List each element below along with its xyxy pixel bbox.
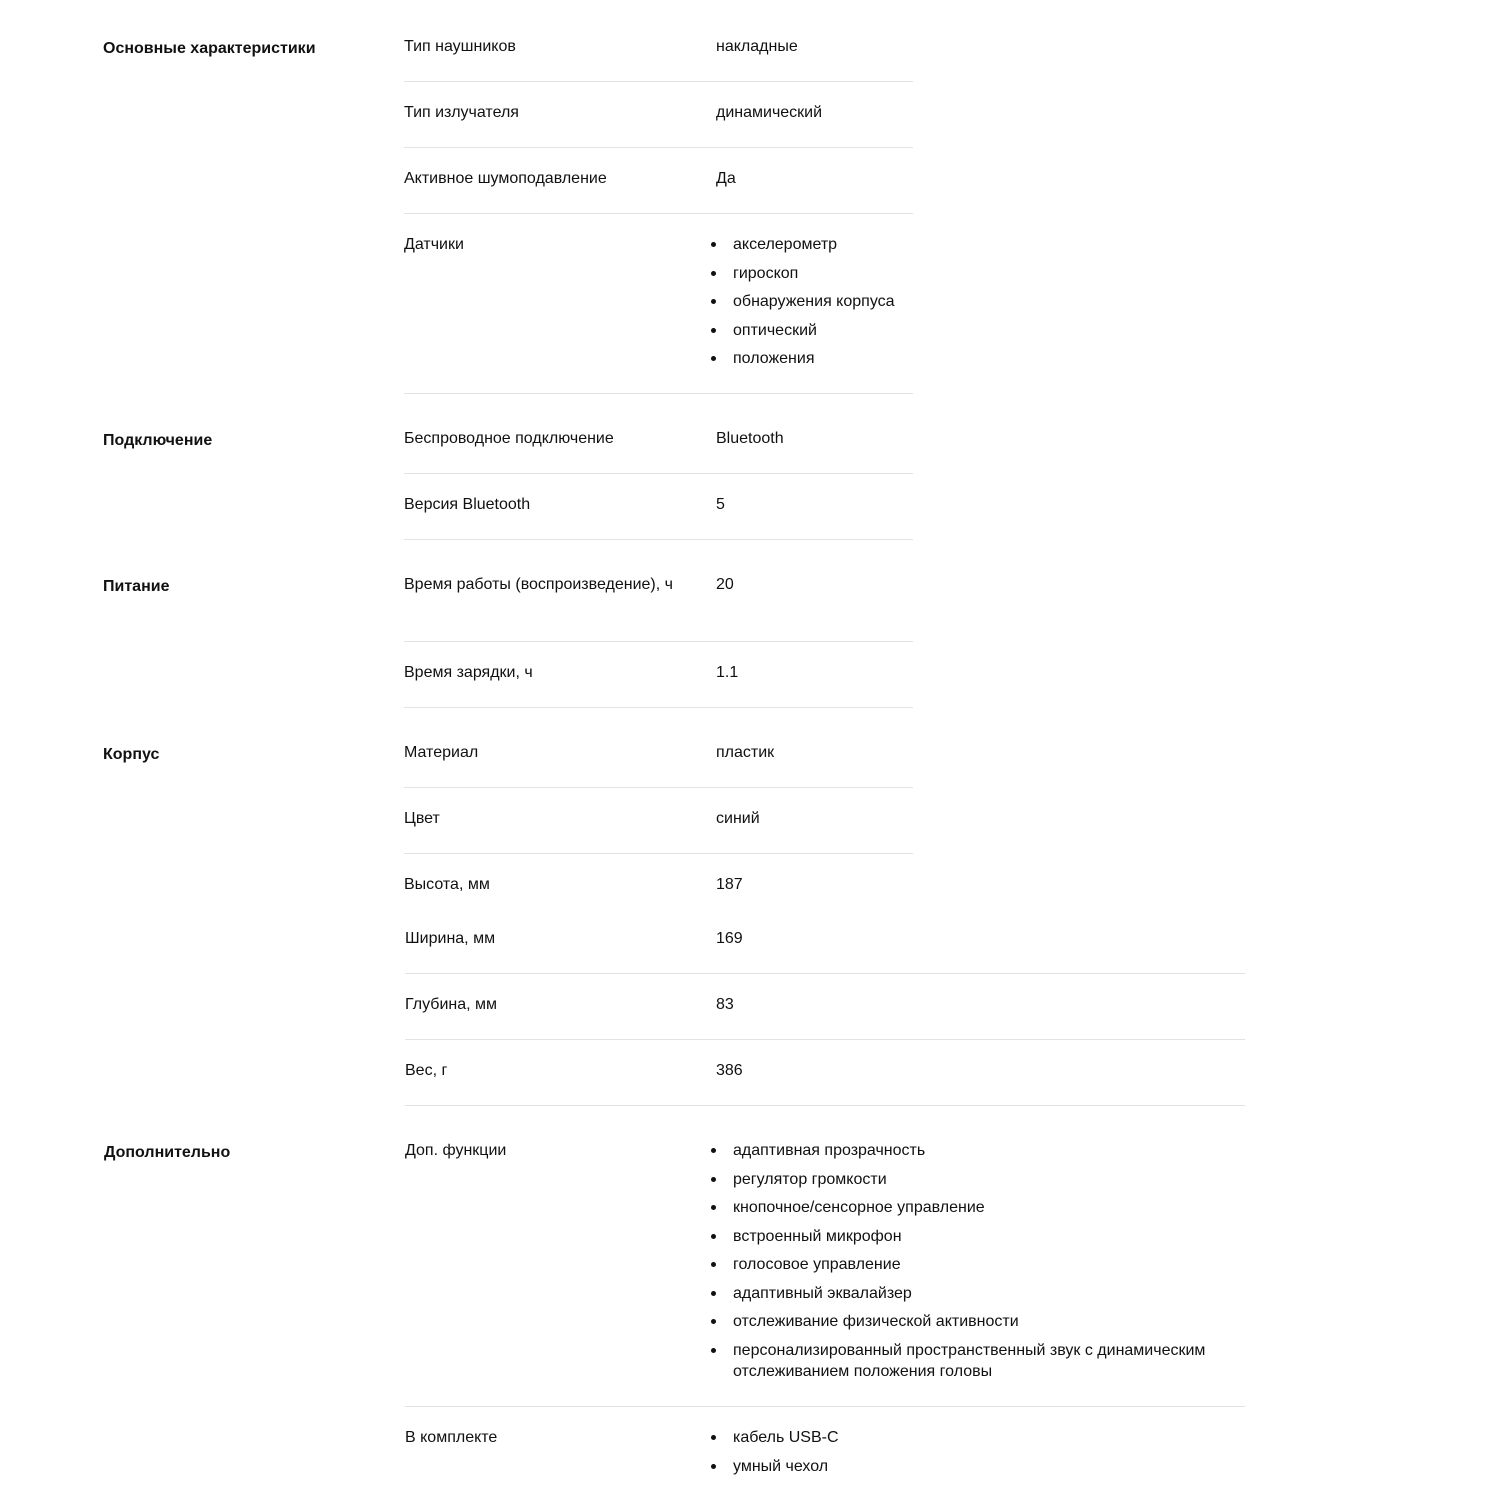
spec-row [405, 994, 1245, 1040]
list-item: голосовое управление [716, 1254, 1241, 1275]
spec-name: Вес, г [405, 1062, 448, 1079]
spec-row [404, 574, 913, 642]
list-item: оптический [716, 320, 1241, 341]
spec-value: Bluetooth [716, 430, 784, 447]
group-title-main: Основные характеристики [103, 40, 316, 57]
spec-row [404, 494, 913, 540]
list-item: адаптивная прозрачность [716, 1140, 1241, 1161]
spec-row [404, 874, 913, 919]
spec-value-list [716, 1427, 1241, 1484]
spec-row [404, 102, 913, 148]
spec-row [404, 168, 913, 214]
spec-value-list [716, 1140, 1241, 1389]
spec-row [404, 234, 913, 394]
spec-row [405, 928, 1245, 974]
list-item: регулятор громкости [716, 1169, 1241, 1190]
spec-value: 83 [716, 996, 734, 1013]
spec-value: синий [716, 810, 760, 827]
spec-value: 169 [716, 930, 743, 947]
spec-name: Активное шумоподавление [404, 170, 607, 187]
list-item: обнаружения корпуса [716, 291, 1241, 312]
spec-name: Материал [404, 744, 479, 761]
spec-value: 20 [716, 576, 734, 593]
spec-row [405, 1060, 1245, 1106]
group-title-connection: Подключение [103, 432, 213, 449]
spec-value-list [716, 234, 1241, 377]
spec-row [404, 428, 913, 474]
spec-value: 1.1 [716, 664, 739, 681]
spec-name: В комплекте [405, 1429, 498, 1446]
list-item: кнопочное/сенсорное управление [716, 1197, 1241, 1218]
list-item: умный чехол [716, 1456, 1241, 1477]
group-title-power: Питание [103, 578, 170, 595]
spec-row [405, 1140, 1245, 1407]
list-item: гироскоп [716, 263, 1241, 284]
spec-value: 187 [716, 876, 743, 893]
spec-row [404, 742, 913, 788]
list-item: отслеживание физической активности [716, 1311, 1241, 1332]
spec-row [405, 1427, 1245, 1497]
spec-name: Версия Bluetooth [404, 496, 531, 513]
spec-value: 386 [716, 1062, 743, 1079]
spec-value: пластик [716, 744, 775, 761]
list-item: адаптивный эквалайзер [716, 1283, 1241, 1304]
list-item: кабель USB-C [716, 1427, 1241, 1448]
list-item: положения [716, 348, 1241, 369]
spec-name: Тип наушников [404, 38, 516, 55]
spec-value: накладные [716, 38, 798, 55]
group-title-body: Корпус [103, 746, 160, 763]
spec-value: динамический [716, 104, 823, 121]
spec-name: Датчики [404, 236, 464, 253]
spec-name: Высота, мм [404, 876, 490, 893]
spec-name: Ширина, мм [405, 930, 496, 947]
list-item: встроенный микрофон [716, 1226, 1241, 1247]
spec-name: Беспроводное подключение [404, 430, 614, 447]
spec-value: Да [716, 170, 736, 187]
spec-name: Время зарядки, ч [404, 664, 533, 681]
spec-name: Тип излучателя [404, 104, 519, 121]
spec-row [404, 808, 913, 854]
group-title-extra: Дополнительно [104, 1144, 231, 1161]
list-item: персонализированный пространственный звук с динамическим отслеживанием положения головы [716, 1340, 1241, 1382]
spec-name: Цвет [404, 810, 440, 827]
spec-value: 5 [716, 496, 725, 513]
list-item: акселерометр [716, 234, 1241, 255]
spec-row [404, 662, 913, 708]
spec-name: Глубина, мм [405, 996, 498, 1013]
spec-name: Доп. функции [405, 1142, 507, 1159]
spec-row [404, 36, 913, 82]
spec-name: Время работы (воспроизведение), ч [404, 576, 673, 593]
